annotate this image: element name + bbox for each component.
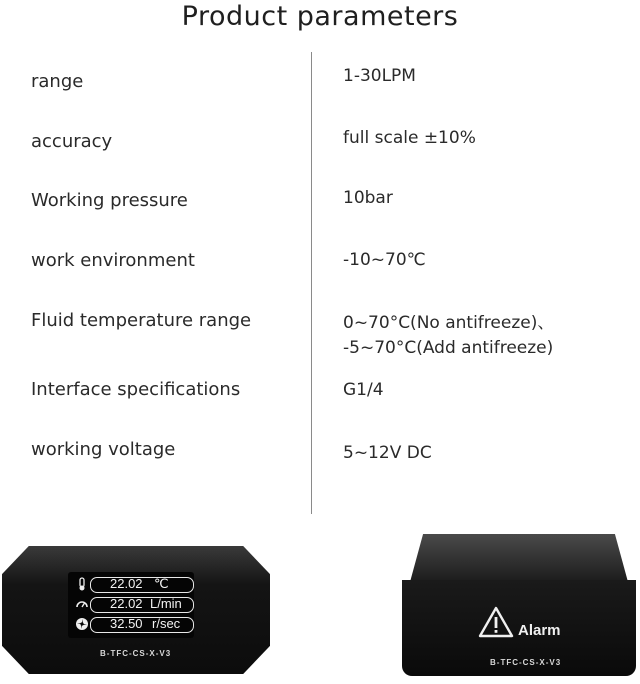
column-divider	[311, 52, 312, 514]
device-screen	[68, 572, 194, 638]
param-label-range: range	[31, 71, 84, 92]
device-display-photo	[2, 546, 270, 674]
device-alarm-photo	[402, 534, 636, 676]
param-value-fluid-temperature-1: 0~70°C(No antifreeze)、	[343, 313, 555, 333]
reading-flow-unit: L/min	[150, 596, 182, 611]
param-value-range: 1-30LPM	[343, 66, 416, 86]
reading-flow-value: 22.02	[110, 596, 143, 611]
reading-temperature-value: 22.02	[110, 576, 143, 591]
param-value-work-environment: -10~70℃	[343, 250, 426, 270]
param-label-work-environment: work environment	[31, 250, 195, 271]
param-value-interface: G1/4	[343, 380, 384, 400]
param-label-working-voltage: working voltage	[31, 439, 176, 460]
param-value-accuracy: full scale ±10%	[343, 128, 476, 148]
param-label-interface: Interface specifications	[31, 379, 241, 400]
alarm-device-model-label: B-TFC-CS-X-V3	[490, 658, 562, 667]
param-value-working-voltage: 5~12V DC	[343, 443, 432, 463]
reading-speed-value: 32.50	[110, 616, 143, 631]
device-top	[410, 534, 628, 582]
reading-speed-unit: r/sec	[152, 616, 181, 631]
param-value-working-pressure: 10bar	[343, 188, 393, 208]
reading-temperature-unit: ℃	[154, 576, 169, 591]
gauge-icon	[75, 597, 89, 611]
param-value-fluid-temperature-2: -5~70°C(Add antifreeze)	[343, 338, 554, 358]
page-title: Product parameters	[181, 1, 459, 32]
device-model-label: B-TFC-CS-X-V3	[100, 649, 172, 658]
fan-icon	[75, 617, 89, 631]
param-label-fluid-temperature: Fluid temperature range	[31, 310, 252, 331]
warning-icon	[478, 606, 514, 638]
alarm-label: Alarm	[518, 622, 561, 639]
thermometer-icon	[75, 577, 89, 591]
param-label-working-pressure: Working pressure	[31, 190, 188, 211]
param-label-accuracy: accuracy	[31, 131, 113, 152]
